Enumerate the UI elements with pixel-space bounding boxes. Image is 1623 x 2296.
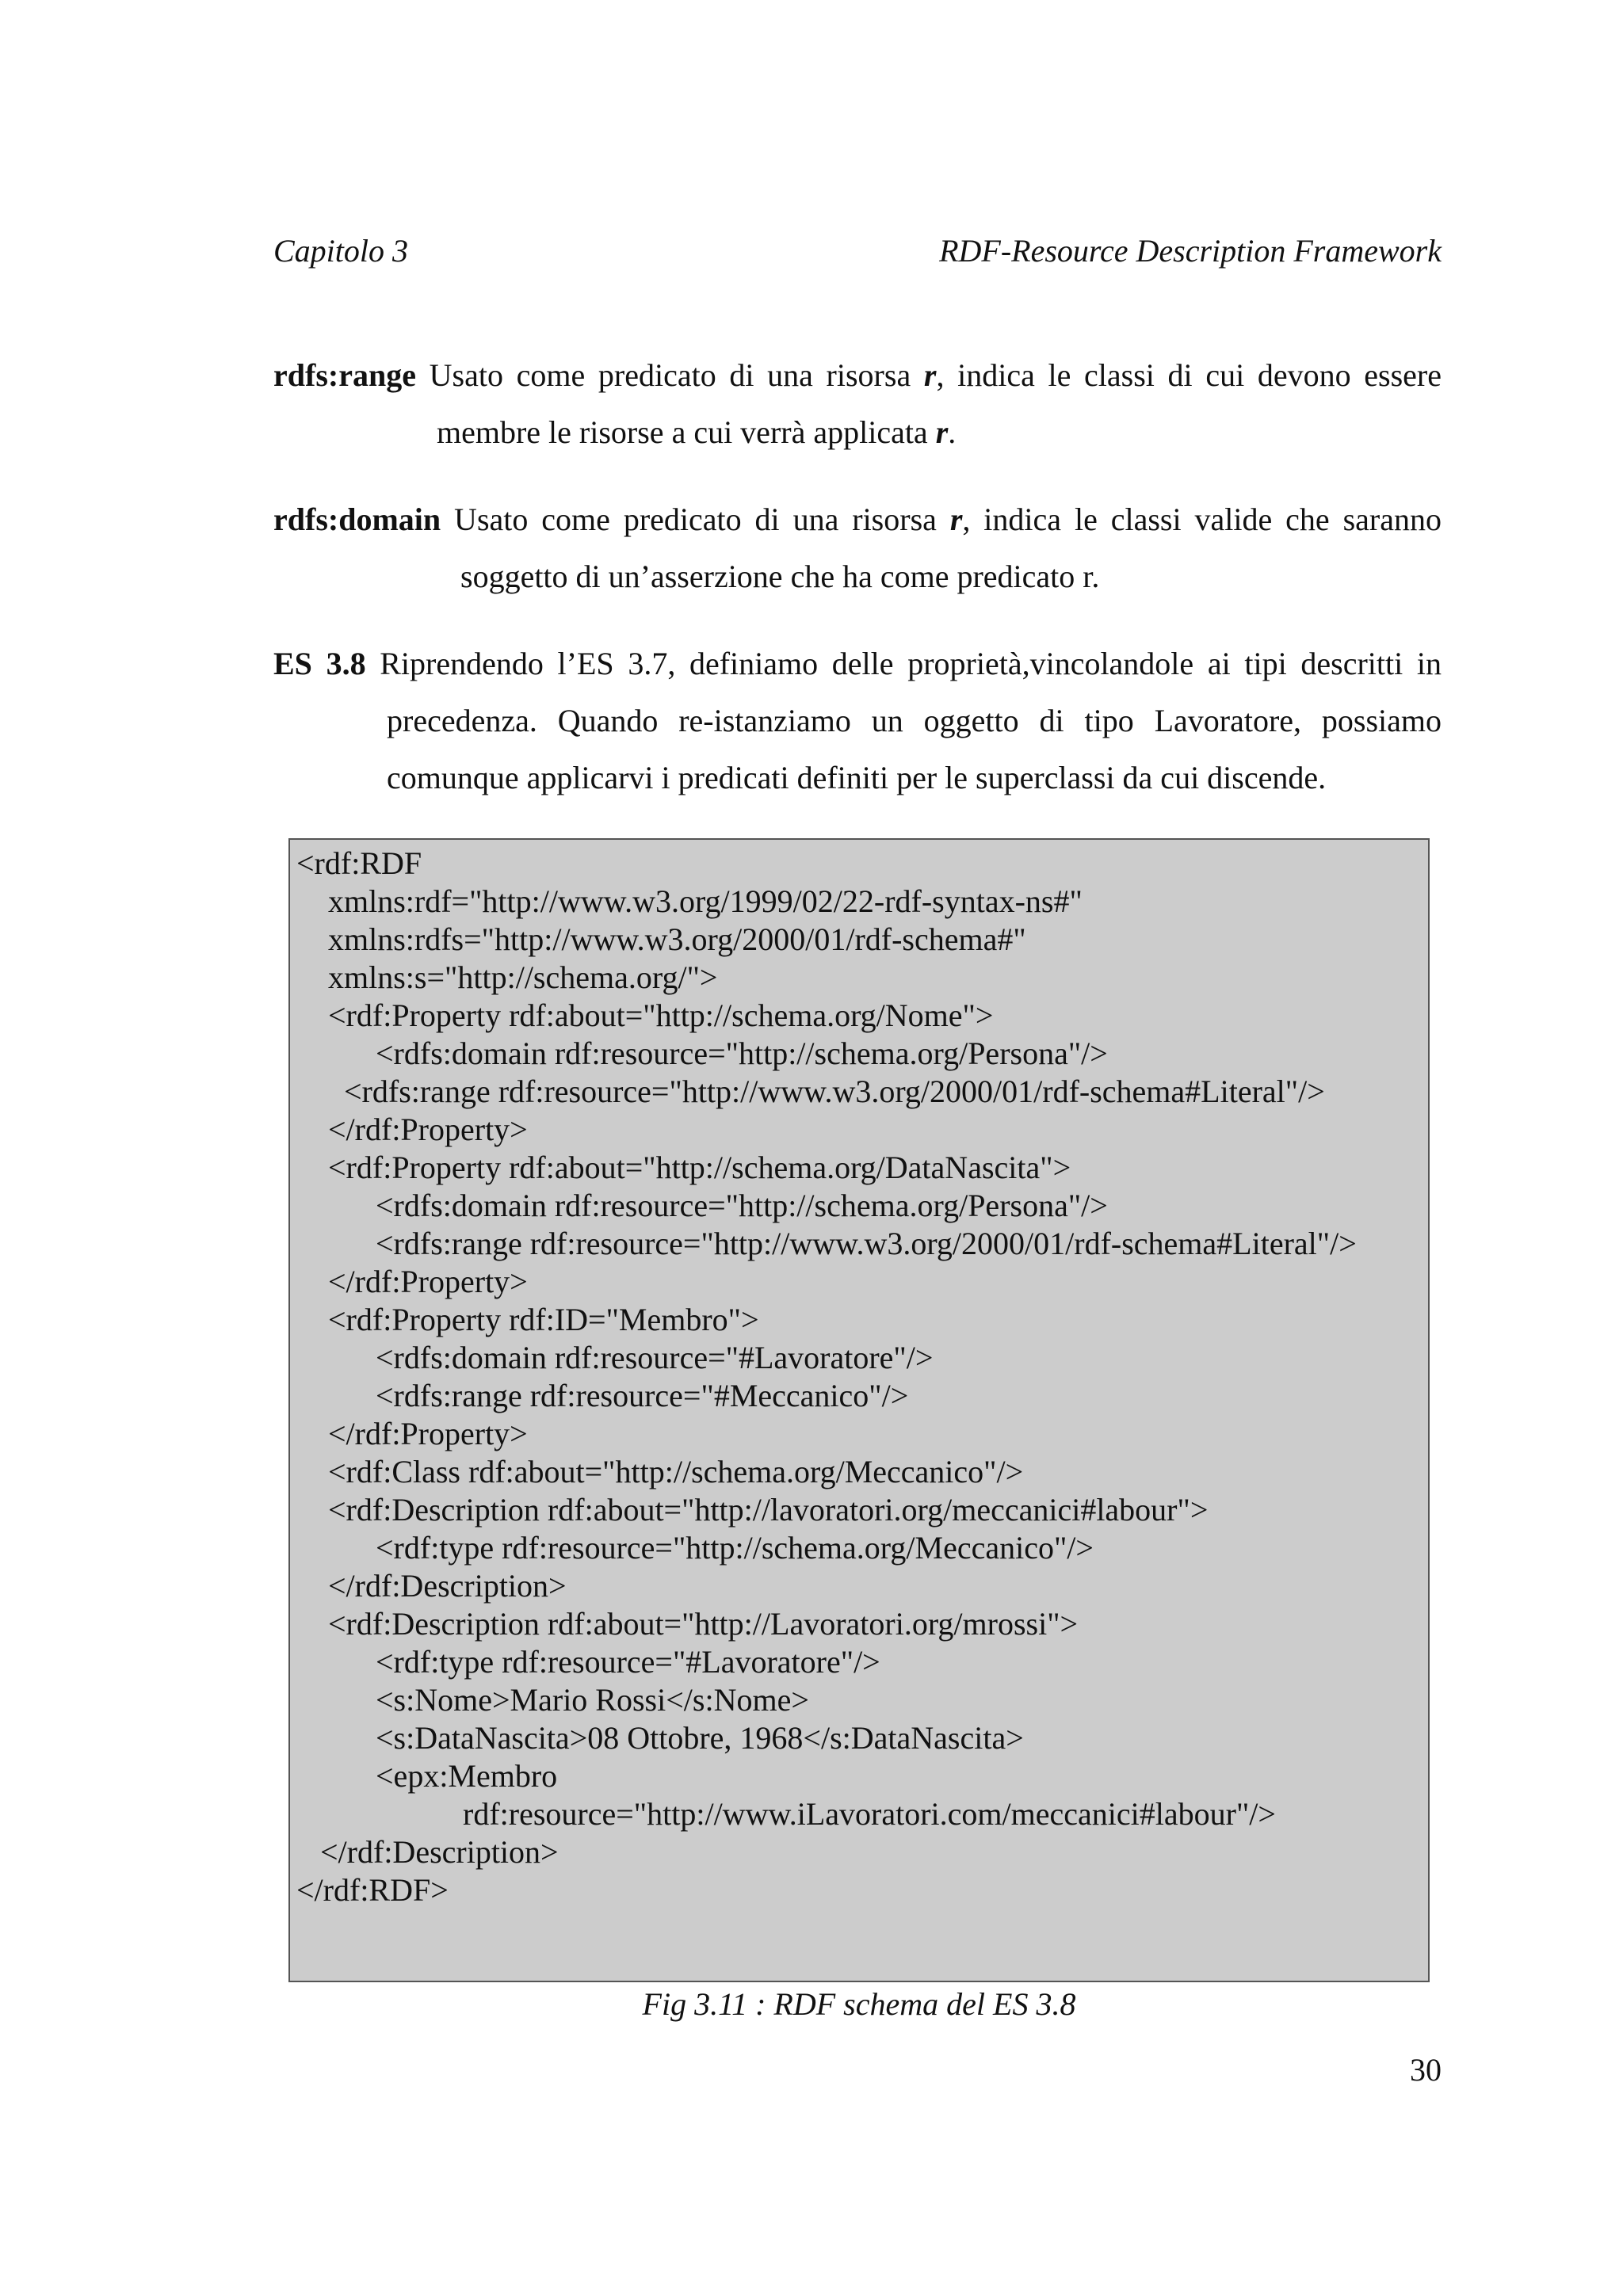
code-line: xmlns:rdf="http://www.w3.org/1999/02/22-rdf-syntax-ns#"	[296, 883, 1083, 919]
example-text: Riprendendo l’ES 3.7, definiamo delle proprietà,vincolandole ai tipi descritti in precedenza. Quando re-istanziamo un oggetto di tipo Lavoratore, possiamo comunque applicarvi i predicati definiti per le superclassi da cui discende.	[365, 646, 1442, 795]
definition-text: .	[948, 414, 957, 450]
definition-text: , indica le classi valide che saranno soggetto di un’asserzione che ha come predicato r.	[460, 502, 1442, 594]
code-line: <s:Nome>Mario Rossi</s:Nome>	[296, 1682, 809, 1718]
code-line: xmlns:rdfs="http://www.w3.org/2000/01/rdf-schema#"	[296, 921, 1026, 957]
code-line: xmlns:s="http://schema.org/">	[296, 959, 718, 995]
resource-symbol: r	[935, 414, 949, 450]
definition-term: rdfs:domain	[273, 502, 441, 537]
code-line: <rdfs:range rdf:resource="http://www.w3.org/2000/01/rdf-schema#Literal"/>	[296, 1074, 1325, 1109]
code-line: </rdf:Description>	[296, 1834, 559, 1870]
code-line: <rdfs:domain rdf:resource="http://schema.org/Persona"/>	[296, 1035, 1108, 1071]
code-line: <rdf:Description rdf:about="http://lavoratori.org/meccanici#labour">	[296, 1492, 1209, 1527]
chapter-label: Capitolo 3	[273, 233, 409, 269]
code-line: <epx:Membro	[296, 1758, 558, 1794]
chapter-title: RDF-Resource Description Framework	[939, 233, 1442, 269]
example-label: ES 3.8	[273, 646, 366, 681]
code-line: </rdf:Property>	[296, 1112, 528, 1147]
code-line: </rdf:RDF>	[296, 1872, 449, 1908]
definition-rdfs-range	[273, 347, 1442, 461]
code-line: </rdf:Description>	[296, 1568, 567, 1604]
code-line: <rdf:Property rdf:ID="Membro">	[296, 1302, 759, 1337]
code-line: <rdf:Property rdf:about="http://schema.org/DataNascita">	[296, 1150, 1071, 1185]
code-line: </rdf:Property>	[296, 1264, 528, 1299]
resource-symbol: r	[949, 502, 963, 537]
code-line: <rdfs:range rdf:resource="#Meccanico"/>	[296, 1378, 909, 1413]
running-header	[273, 231, 1442, 271]
definition-rdfs-domain	[273, 491, 1442, 605]
definition-text: , indica le classi di cui devono essere membre le risorse a cui verrà applicata	[437, 357, 1442, 450]
rdf-code-listing	[288, 838, 1430, 1982]
code-line: rdf:resource="http://www.iLavoratori.com/meccanici#labour"/>	[296, 1796, 1276, 1832]
code-line: <rdfs:range rdf:resource="http://www.w3.org/2000/01/rdf-schema#Literal"/>	[296, 1226, 1357, 1261]
code-line: <rdf:RDF	[296, 845, 422, 881]
code-line: <rdfs:domain rdf:resource="http://schema.org/Persona"/>	[296, 1188, 1108, 1223]
resource-symbol: r	[923, 357, 937, 393]
figure-caption: Fig 3.11 : RDF schema del ES 3.8	[642, 1986, 1076, 2022]
code-line: <rdf:Property rdf:about="http://schema.org/Nome">	[296, 997, 994, 1033]
code-line: <rdfs:domain rdf:resource="#Lavoratore"/>	[296, 1340, 934, 1375]
page-number: 30	[1410, 2052, 1442, 2088]
definitions-section	[273, 347, 1442, 837]
code-line: <rdf:Class rdf:about="http://schema.org/Meccanico"/>	[296, 1454, 1024, 1489]
definition-text: Usato come predicato di una risorsa	[415, 357, 924, 393]
code-line: <rdf:type rdf:resource="#Lavoratore"/>	[296, 1644, 880, 1680]
code-line: <rdf:type rdf:resource="http://schema.org/Meccanico"/>	[296, 1530, 1094, 1566]
example-es-3-8	[273, 635, 1442, 807]
code-line: <rdf:Description rdf:about="http://Lavoratori.org/mrossi">	[296, 1606, 1079, 1642]
definition-term: rdfs:range	[273, 357, 416, 393]
definition-text: Usato come predicato di una risorsa	[441, 502, 950, 537]
code-line: </rdf:Property>	[296, 1416, 528, 1451]
code-line: <s:DataNascita>08 Ottobre, 1968</s:DataNascita>	[296, 1720, 1024, 1756]
